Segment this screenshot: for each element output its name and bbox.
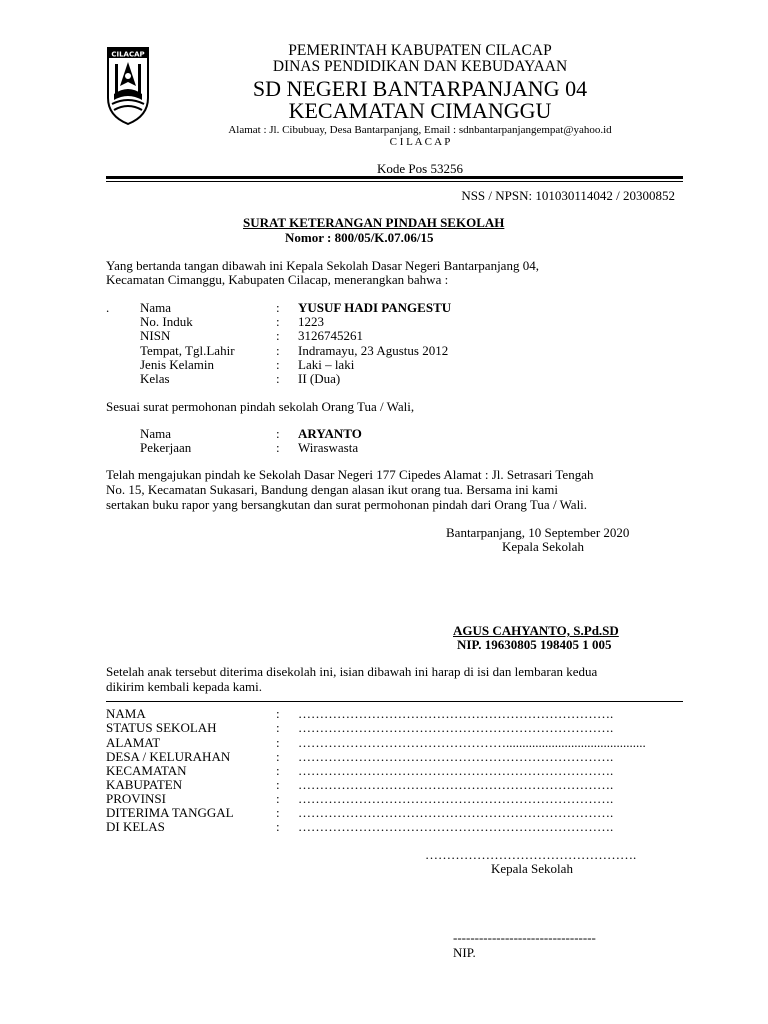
form-label: STATUS SEKOLAH: [106, 720, 217, 735]
request-line: Sesuai surat permohonan pindah sekolah Orang Tua / Wali,: [106, 399, 415, 414]
signer-role: Kepala Sekolah: [502, 539, 584, 554]
student-birth: Indramayu, 23 Agustus 2012: [298, 343, 449, 358]
form-sep: :: [276, 749, 280, 764]
field-label: Jenis Kelamin: [140, 357, 215, 372]
receiver-nip: NIP.: [453, 945, 476, 960]
form-blank[interactable]: ……………………………………………………………….: [298, 819, 614, 834]
school-address: Alamat : Jl. Cibubuay, Desa Bantarpanjang, Email : sdnbantarpanjangempat@yahoo.id: [228, 124, 612, 136]
receiver-signature-dots: ………………………………………….: [425, 847, 637, 862]
form-label: ALAMAT: [106, 735, 161, 750]
student-induk: 1223: [298, 314, 324, 329]
form-label: DI KELAS: [106, 819, 165, 834]
signer-nip: NIP. 19630805 198405 1 005: [457, 637, 612, 652]
city-name: C I L A C A P: [389, 136, 451, 148]
field-label: Kelas: [140, 371, 170, 386]
field-sep: :: [276, 371, 280, 386]
student-name: YUSUF HADI PANGESTU: [298, 300, 452, 315]
student-gender: Laki – laki: [298, 357, 355, 372]
form-sep: :: [276, 763, 280, 778]
receiver-name-line: ---------------------------------: [453, 930, 596, 945]
field-label: Nama: [140, 300, 172, 315]
intro-line-2: Kecamatan Cimanggu, Kabupaten Cilacap, menerangkan bahwa :: [106, 272, 449, 287]
form-blank[interactable]: ……………………………………………………………….: [298, 749, 614, 764]
body-line-1: Telah mengajukan pindah ke Sekolah Dasar Negeri 177 Cipedes Alamat : Jl. Setrasari Tengah: [106, 467, 594, 482]
intro-line-1: Yang bertanda tangan dibawah ini Kepala Sekolah Dasar Negeri Bantarpanjang 04,: [106, 258, 539, 273]
form-blank[interactable]: ……………………………………………………………….: [298, 791, 614, 806]
form-sep: :: [276, 720, 280, 735]
form-blank[interactable]: ……………………………………………………………….: [298, 720, 614, 735]
field-sep: :: [276, 328, 280, 343]
letter-number: Nomor : 800/05/K.07.06/15: [285, 230, 434, 245]
student-class: II (Dua): [298, 371, 341, 386]
form-blank[interactable]: ……………………………………………………………….: [298, 763, 614, 778]
form-sep: :: [276, 777, 280, 792]
header-line2: DINAS PENDIDIKAN DAN KEBUDAYAAN: [272, 58, 568, 75]
field-label: No. Induk: [140, 314, 193, 329]
nss-npsn: NSS / NPSN: 101030114042 / 20300852: [461, 188, 675, 203]
form-blank[interactable]: …………………………………………...........................................: [298, 735, 646, 750]
field-label: Pekerjaan: [140, 440, 192, 455]
form-sep: :: [276, 819, 280, 834]
form-sep: :: [276, 706, 280, 721]
form-divider: [106, 701, 683, 702]
field-sep: :: [276, 300, 280, 315]
field-sep: :: [276, 343, 280, 358]
parent-job: Wiraswasta: [298, 440, 359, 455]
district-name: KECAMATAN CIMANGGU: [288, 98, 552, 123]
school-name: SD NEGERI BANTARPANJANG 04: [252, 76, 588, 101]
header-divider-thin: [106, 181, 683, 182]
form-label: DITERIMA TANGGAL: [106, 805, 234, 820]
form-label: PROVINSI: [106, 791, 166, 806]
form-label: KECAMATAN: [106, 763, 187, 778]
body-line-3: sertakan buku rapor yang bersangkutan dan surat permohonan pindah dari Orang Tua / Wali.: [106, 497, 588, 512]
form-sep: :: [276, 791, 280, 806]
parent-name: ARYANTO: [298, 426, 362, 441]
place-date: Bantarpanjang, 10 September 2020: [446, 525, 630, 540]
receive-note-1: Setelah anak tersebut diterima disekolah ini, isian dibawah ini harap di isi dan lembaran kedua: [106, 664, 598, 679]
form-blank[interactable]: ……………………………………………………………….: [298, 777, 614, 792]
letter-title: SURAT KETERANGAN PINDAH SEKOLAH: [243, 215, 505, 230]
form-label: NAMA: [106, 706, 146, 721]
header-divider-thick: [106, 176, 683, 179]
field-label: Nama: [140, 426, 172, 441]
field-label: NISN: [140, 328, 171, 343]
signer-name: AGUS CAHYANTO, S.Pd.SD: [453, 623, 619, 638]
form-blank[interactable]: ……………………………………………………………….: [298, 805, 614, 820]
receiver-role: Kepala Sekolah: [491, 861, 573, 876]
header-line1: PEMERINTAH KABUPATEN CILACAP: [288, 42, 552, 59]
form-sep: :: [276, 735, 280, 750]
form-blank[interactable]: ……………………………………………………………….: [298, 706, 614, 721]
form-label: KABUPATEN: [106, 777, 183, 792]
form-label: DESA / KELURAHAN: [106, 749, 231, 764]
student-nisn: 3126745261: [298, 328, 363, 343]
postcode: Kode Pos 53256: [377, 161, 463, 176]
field-sep: :: [276, 357, 280, 372]
bullet-dot: .: [106, 300, 110, 315]
body-line-2: No. 15, Kecamatan Sukasari, Bandung dengan alasan ikut orang tua. Bersama ini kami: [106, 482, 558, 497]
field-sep: :: [276, 440, 280, 455]
form-sep: :: [276, 805, 280, 820]
field-label: Tempat, Tgl.Lahir: [140, 343, 235, 358]
receive-note-2: dikirim kembali kepada kami.: [106, 679, 262, 694]
cilacap-emblem-logo: [106, 46, 150, 126]
field-sep: :: [276, 314, 280, 329]
field-sep: :: [276, 426, 280, 441]
logo-text: CILACAP: [111, 50, 145, 59]
